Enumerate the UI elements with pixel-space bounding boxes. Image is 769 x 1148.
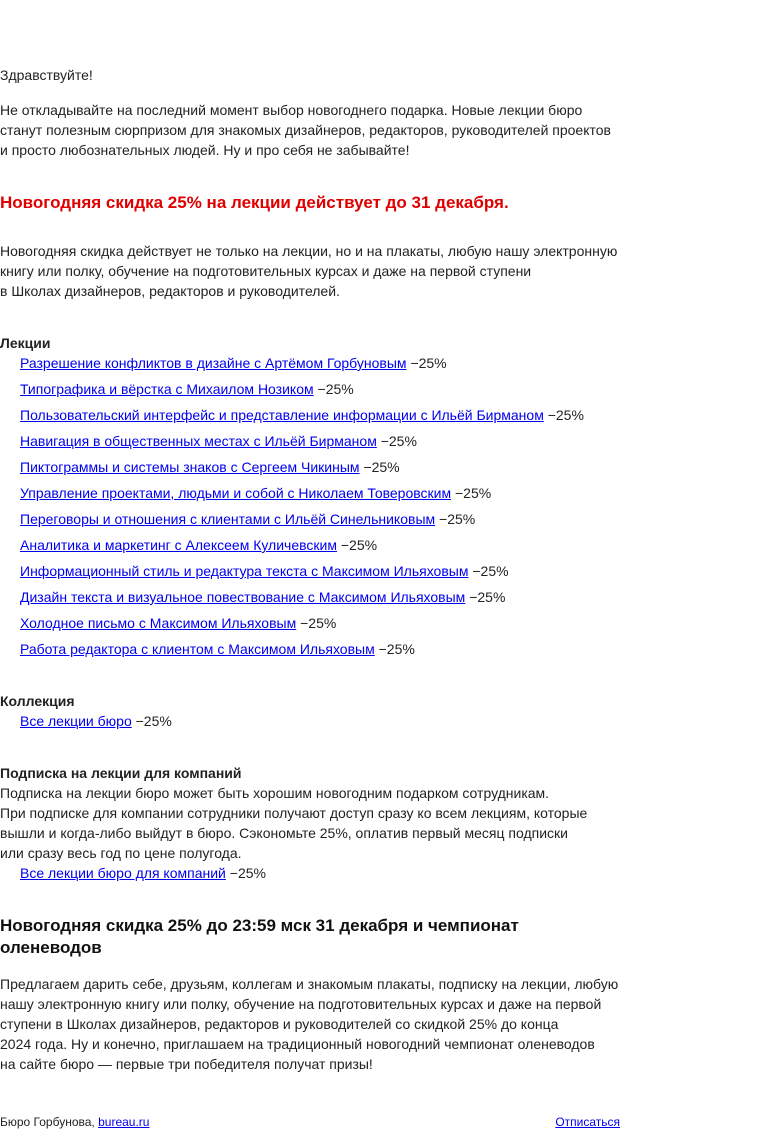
final-line: на сайте бюро — первые три победителя получат призы! xyxy=(0,1056,373,1072)
lecture-link[interactable]: Дизайн текста и визуальное повествование с Максимом Ильяховым xyxy=(20,589,466,605)
final-headline: Новогодняя скидка 25% до 23:59 мск 31 декабря и чемпионат оленеводов xyxy=(0,916,519,957)
footer-left xyxy=(0,1113,149,1131)
intro-line: Не откладывайте на последний момент выбор новогоднего подарка. Новые лекции бюро xyxy=(0,102,583,118)
list-item xyxy=(20,379,584,405)
discount-label: −25% xyxy=(363,459,400,475)
list-item xyxy=(20,509,584,535)
final-description xyxy=(0,974,618,1074)
greeting: Здравствуйте! xyxy=(0,67,93,83)
list-item xyxy=(20,587,584,613)
discount-label: −25% xyxy=(410,355,447,371)
discount-label: −25% xyxy=(378,641,415,657)
promo-description xyxy=(0,241,617,301)
list-item xyxy=(20,431,584,457)
promo-headline: Новогодняя скидка 25% на лекции действует до 31 декабря. xyxy=(0,193,509,212)
lecture-list xyxy=(20,353,584,665)
company-lectures-link[interactable]: Все лекции бюро для компаний xyxy=(20,865,226,881)
list-item xyxy=(20,457,584,483)
final-line: ступени в Школах дизайнеров, редакторов и руководителей со скидкой 25% до конца xyxy=(0,1016,559,1032)
discount-label: −25% xyxy=(380,433,417,449)
discount-label: −25% xyxy=(340,537,378,553)
lecture-link[interactable]: Управление проектами, людьми и собой с Николаем Товеровским xyxy=(20,485,452,501)
promo-line: в Школах дизайнеров, редакторов и руководителей. xyxy=(0,283,340,299)
all-lectures-link[interactable]: Все лекции бюро xyxy=(20,713,132,729)
discount-label: −25% xyxy=(547,407,584,423)
intro-paragraph xyxy=(0,100,611,160)
discount-label: −25% xyxy=(135,713,172,729)
promo-line: Новогодняя скидка действует не только на лекции, но и на плакаты, любую нашу электронную xyxy=(0,243,618,259)
list-item xyxy=(20,405,584,431)
discount-label: −25% xyxy=(300,615,337,631)
promo-line: книгу или полку, обучение на подготовительных курсах и даже на первой ступени xyxy=(0,263,532,279)
subscription-line: Подписка на лекции бюро может быть хорошим новогодним подарком сотрудникам. xyxy=(0,785,550,801)
site-link[interactable]: bureau.ru xyxy=(98,1115,150,1129)
list-item xyxy=(20,613,584,639)
final-line: Предлагаем дарить себе, друзьям, коллегам и знакомым плакаты, подписку на лекции, любую xyxy=(0,976,619,992)
subscription-line: При подписке для компании сотрудники получают доступ сразу ко всем лекциям, которые xyxy=(0,805,588,821)
lecture-link[interactable]: Переговоры и отношения с клиентами с Ильёй Синельниковым xyxy=(20,511,436,527)
unsubscribe-link[interactable]: Отписаться xyxy=(555,1115,620,1129)
discount-label: −25% xyxy=(472,563,509,579)
intro-line: станут полезным сюрпризом для знакомых дизайнеров, редакторов, руководителей проектов xyxy=(0,122,611,138)
lecture-link[interactable]: Навигация в общественных местах с Ильёй Бирманом xyxy=(20,433,377,449)
subscription-line: или сразу весь год по цене полугода. xyxy=(0,845,242,861)
discount-label: −25% xyxy=(229,865,266,881)
lecture-link[interactable]: Аналитика и маркетинг с Алексеем Куличевским xyxy=(20,537,337,553)
lecture-link[interactable]: Пользовательский интерфейс и представление информации с Ильёй Бирманом xyxy=(20,407,544,423)
list-item xyxy=(20,639,584,665)
discount-label: −25% xyxy=(455,485,492,501)
discount-label: −25% xyxy=(439,511,476,527)
list-item xyxy=(20,561,584,587)
lectures-title: Лекции xyxy=(0,335,51,351)
subscription-line: вышли и когда-либо выйдут в бюро. Сэкономьте 25%, оплатив первый месяц подписки xyxy=(0,825,568,841)
company-name: Бюро Горбунова, xyxy=(0,1115,99,1129)
subscription-title: Подписка на лекции для компаний xyxy=(0,765,242,781)
lecture-link[interactable]: Типографика и вёрстка с Михаилом Нозиком xyxy=(20,381,314,397)
lecture-link[interactable]: Информационный стиль и редактура текста с Максимом Ильяховым xyxy=(20,563,469,579)
discount-label: −25% xyxy=(317,381,354,397)
discount-label: −25% xyxy=(469,589,506,605)
subscription-description xyxy=(0,783,587,863)
intro-line: и просто любознательных людей. Ну и про себя не забывайте! xyxy=(0,142,410,158)
lecture-link[interactable]: Холодное письмо с Максимом Ильяховым xyxy=(20,615,297,631)
list-item xyxy=(20,535,584,561)
subscription-item xyxy=(20,863,266,883)
lecture-link[interactable]: Работа редактора с клиентом с Максимом Ильяховым xyxy=(20,641,375,657)
list-item xyxy=(20,483,584,509)
lecture-link[interactable]: Разрешение конфликтов в дизайне с Артёмом Горбуновым xyxy=(20,355,407,371)
lecture-link[interactable]: Пиктограммы и системы знаков с Сергеем Чикиным xyxy=(20,459,360,475)
collection-item xyxy=(20,711,172,731)
list-item xyxy=(20,353,584,379)
final-line: нашу электронную книгу или полку, обучение на подготовительных курсах и даже на первой xyxy=(0,996,602,1012)
collection-title: Коллекция xyxy=(0,693,75,709)
final-line: 2024 года. Ну и конечно, приглашаем на традиционный новогодний чемпионат оленеводов xyxy=(0,1036,595,1052)
